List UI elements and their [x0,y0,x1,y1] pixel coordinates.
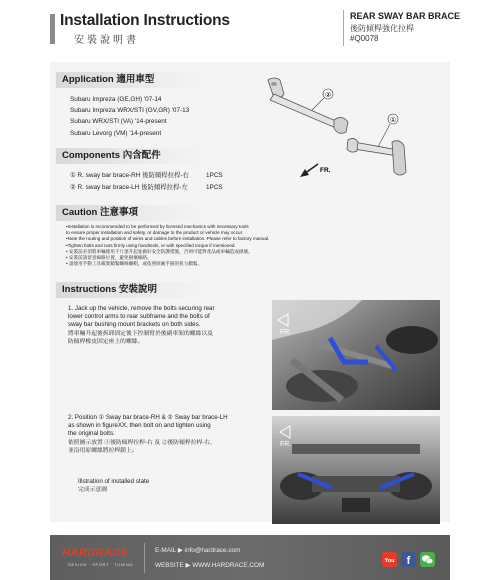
application-item: Subaru Impreza WRX/STI (GV,GR) '07-13 [70,107,190,115]
caution-line: •Installation is recommended to be performed by licensed mechanics with necessary tools [66,224,249,229]
caution-line: • 安裝前請留意線路位置，避免損壞線路。 [66,255,152,261]
step-1-line: 將車輛升起後拆卸固定後下控制臂於後副車架的螺絲以及 [68,330,213,337]
illustration-caption-cn: 完成示意圖 [78,487,107,494]
wechat-icon-label: ✉ [423,566,424,567]
illustration-caption-en: Illstration of installed state [78,478,150,485]
product-code: #Q0078 [350,34,379,43]
components-list [70,170,236,194]
step-1-line: lower control arms to rear subframe and the bolts of [68,313,210,321]
step-1-line: 1. Jack up the vehicle, remove the bolts securing rear [68,305,215,312]
instructions-heading: Instructions 安裝說明 [56,282,206,298]
component-qty: 1PCS [206,184,223,191]
product-diagram [250,72,420,182]
facebook-icon-label: f [406,555,411,567]
component-qty: 1PCS [206,172,223,179]
step-2-photo-fr: FR. [280,441,292,448]
caution-heading: Caution 注意事項 [56,205,206,221]
youtube-icon-label: You [384,558,395,564]
component-row [70,170,236,182]
caution-line: •Tighten bolts and nuts firmly using handtools, or with specified torque if mentioned. [66,242,236,248]
step-1-line: sway bar bushing mount brackets on both sides. [68,321,201,329]
caution-line: • 安裝前必須將車輛使用千斤頂升起並做好安全防護措施，否則可能對產品或車輛造成損壞。 [66,248,253,254]
header-accent-bar [50,14,55,44]
step-1-text [68,305,268,346]
application-item: Subaru Levorg (VM) '14-present [70,129,162,137]
application-item: Subaru Impreza (GE,GH) '07-14 [70,96,162,103]
application-item: Subaru WRX/STI (VA) '14-present [70,118,167,126]
facebook-icon[interactable] [401,552,416,567]
footer-email[interactable]: E-MAIL ▶ info@hardrace.com [155,547,241,554]
page-title-cn: 安裝說明書 [74,35,139,46]
step-2-text [68,414,273,455]
component-name: ① R. sway bar brace-RH 後防傾桿拉桿-右 [70,172,190,179]
caution-list [66,224,406,267]
footer-website[interactable]: WEBSITE ▶ WWW.HARDRACE.COM [155,562,265,569]
footer-divider [144,543,145,573]
caution-line: • 請使用手動工具確實鎖緊螺絲螺帽，或依照原廠手冊的扭力鎖緊。 [66,261,203,267]
brace-rh-drawing [347,138,406,175]
step-1-photo [272,300,440,410]
step-2-line: 2. Position ① Sway bar brace-RH & ② Sway bar brace-LH [68,414,228,421]
caution-line: to ensure proper installation and safety, or damage to the product or vehicle may occur. [66,230,244,236]
page-title: Installation Instructions [60,12,230,29]
product-name: REAR SWAY BAR BRACE [350,11,461,21]
component-name: ② R. sway bar brace-LH 後防傾桿拉桿-左 [70,184,188,191]
youtube-icon[interactable] [382,552,397,567]
application-heading: Application 適用車型 [56,72,206,88]
caution-line: •Note the routing and position of wires and cables before installation. Please refer to factory manual. [66,236,270,242]
front-direction-arrow [300,164,331,177]
wechat-icon[interactable] [420,552,435,567]
step-1-photo-fr: FR. [280,329,292,336]
diagram-label-2: ② [324,91,332,99]
step-2-line: as shown in figureXX, then bolt on and tighten using [68,422,211,430]
component-row [70,182,236,194]
step-2-line: the original bolts. [68,430,115,438]
application-list [70,94,189,139]
diagram-fr-label: FR. [320,167,331,174]
brace-lh-drawing [268,78,348,133]
step-2-photo [272,416,440,524]
product-name-cn: 後防傾桿強化拉桿 [350,24,414,33]
step-1-line: 防傾桿橡皮固定座上的螺絲。 [68,338,144,345]
diagram-label-1: ① [389,116,397,124]
brand-tagline: DESIGN · SPORT · TUNING [68,562,134,567]
illustration-caption [78,478,228,494]
step-2-line: 依照圖示放置 ①後防傾桿拉桿-右 及 ②後防傾桿拉桿-右， [68,439,216,446]
header-divider [343,10,344,46]
components-heading: Components 內含配件 [56,148,206,164]
step-2-line: 並沿用原螺絲將拉桿鎖上。 [68,447,138,454]
brand-logo: HARDRACE [62,547,129,559]
